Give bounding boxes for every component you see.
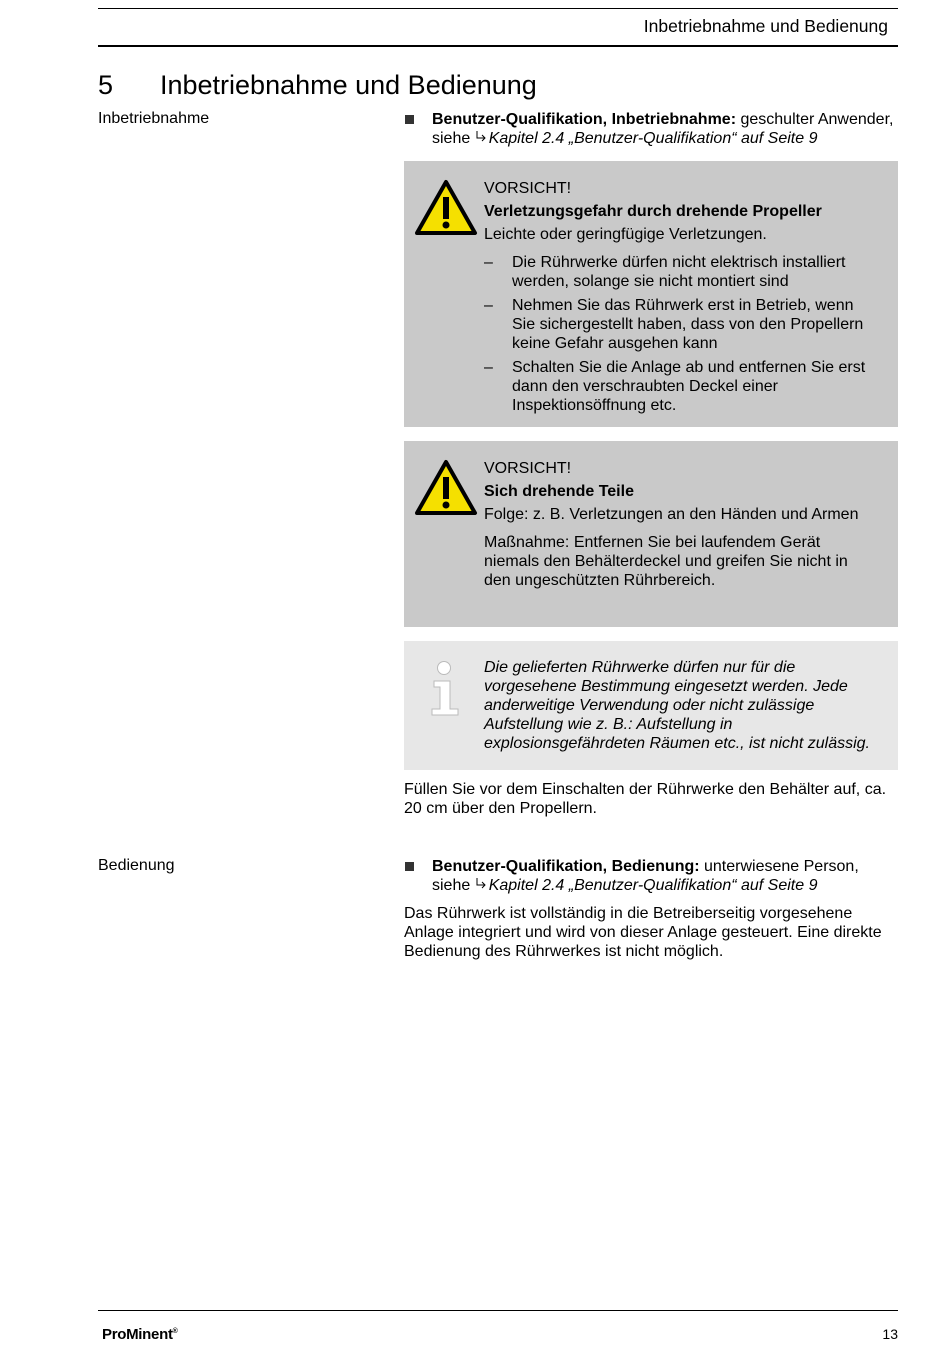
header-bottom-rule [98, 45, 898, 47]
info-icon [426, 661, 466, 721]
qualification-bold: Benutzer-Qualifikation, Bedienung: [432, 858, 700, 875]
chapter-reference-link[interactable]: Kapitel 2.4 „Benutzer-Qualifikation“ auf Seite 9 [488, 877, 818, 894]
page-number: 13 [882, 1326, 898, 1342]
chapter-heading [98, 70, 537, 101]
running-header: Inbetriebnahme und Bedienung [643, 16, 888, 36]
warning-triangle-icon [414, 459, 478, 517]
warning-text [484, 459, 874, 590]
section-label-bedienung: Bedienung [98, 857, 175, 874]
reference-arrow-icon [475, 876, 489, 895]
fill-instruction: Füllen Sie vor dem Einschalten der Rührwerke den Behälter auf, ca. 20 cm über den Propellern. [404, 781, 887, 817]
warning-title: VORSICHT! [484, 180, 572, 197]
warning-body: Folge: z. B. Verletzungen an den Händen und Armen [484, 506, 859, 523]
chapter-title: Inbetriebnahme und Bedienung [160, 70, 537, 100]
list-item: – Nehmen Sie das Rührwerk erst in Betrieb, wenn Sie sichergestellt haben, dass von den Propellern keine Gefahr ausgehen kann [484, 296, 874, 353]
prominent-logo [102, 1326, 178, 1343]
warning-measure: Maßnahme: Entfernen Sie bei laufendem Gerät niemals den Behälterdeckel und greifen Sie nicht in den ungeschützten Rührbereich. [484, 534, 848, 589]
bullet-item [404, 110, 898, 148]
bullet-item [404, 857, 898, 895]
list-item: – Schalten Sie die Anlage ab und entfernen Sie erst dann den verschraubten Deckel einer Inspektionsöffnung etc. [484, 358, 874, 415]
warning-box-rotating-parts [404, 441, 898, 627]
qualification-commissioning [404, 110, 898, 148]
warning-measures-list [484, 253, 874, 415]
warning-body: Leichte oder geringfügige Verletzungen. [484, 226, 767, 243]
qualification-bold: Benutzer-Qualifikation, Inbetriebnahme: [432, 111, 737, 128]
logo-minent: Minent [126, 1326, 173, 1343]
reference-arrow-icon [475, 129, 489, 148]
info-box [404, 641, 898, 770]
logo-registered: ® [172, 1328, 178, 1335]
info-text: Die gelieferten Rührwerke dürfen nur für die vorgesehene Bestimmung eingesetzt werden. Jede anderweitige Verwendung oder nicht zulässige Aufstellung wie z. B.: Aufstellung in explosionsgefährdeten Räumen etc., ist nicht zulässig. [484, 659, 870, 752]
chapter-number: 5 [98, 70, 114, 100]
header-top-rule [98, 8, 898, 9]
bullet-square-icon [405, 115, 414, 124]
warning-text [484, 179, 874, 420]
list-item: – Die Rührwerke dürfen nicht elektrisch installiert werden, solange sie nicht montiert sind [484, 253, 874, 291]
operation-body: Das Rührwerk ist vollständig in die Betreiberseitig vorgesehene Anlage integriert und wird von dieser Anlage gesteuert. Eine direkte Bedienung des Rührwerkes ist nicht möglich. [404, 905, 882, 960]
qualification-operation [404, 857, 898, 961]
warning-subtitle: Verletzungsgefahr durch drehende Propeller [484, 203, 822, 220]
warning-title: VORSICHT! [484, 460, 572, 477]
warning-box-propeller [404, 161, 898, 427]
warning-triangle-icon [414, 179, 478, 237]
logo-pro: Pro [102, 1326, 127, 1343]
reference-prefix: siehe [432, 877, 475, 894]
section-label-inbetriebnahme: Inbetriebnahme [98, 110, 210, 127]
footer-rule [98, 1310, 898, 1311]
qualification-text: geschulter Anwender, [736, 111, 894, 128]
chapter-reference-link[interactable]: Kapitel 2.4 „Benutzer-Qualifikation“ auf Seite 9 [488, 130, 818, 147]
bullet-square-icon [405, 862, 414, 871]
warning-subtitle: Sich drehende Teile [484, 483, 634, 500]
qualification-text: unterwiesene Person, [699, 858, 859, 875]
reference-prefix: siehe [432, 130, 475, 147]
